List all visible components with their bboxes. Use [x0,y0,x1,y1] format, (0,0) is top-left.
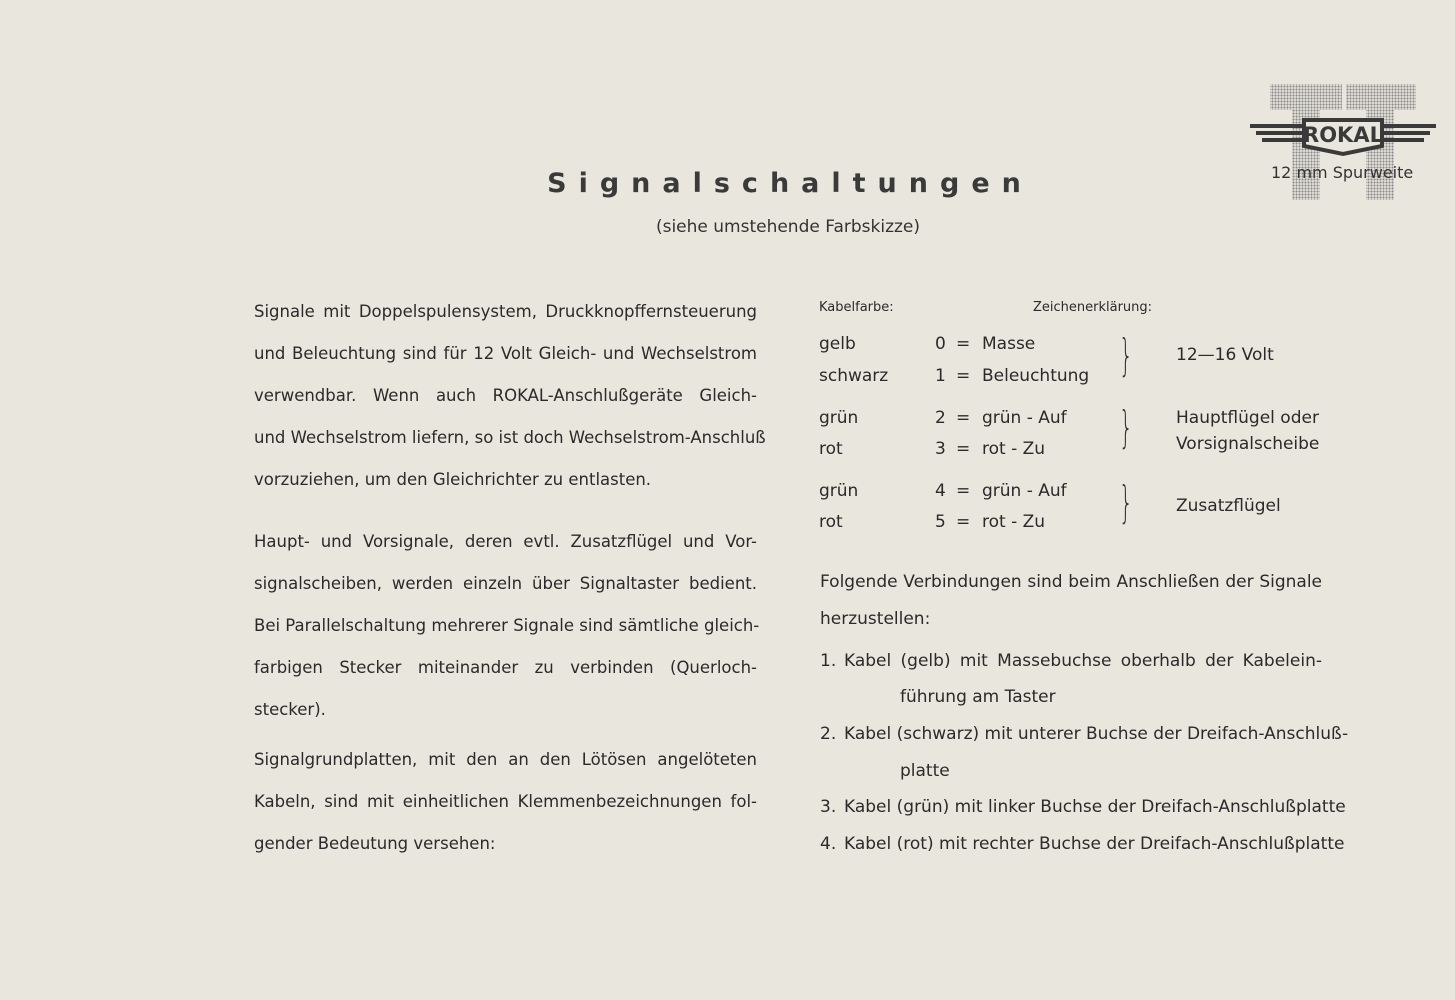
text-line: Signale mit Doppelspulensystem, Druckknopffernsteuerung [254,302,757,321]
cable-color: rot [819,439,843,459]
text-line: verwendbar. Wenn auch ROKAL-Anschlußgeräte Gleich- [254,386,757,405]
cable-color: grün [819,408,859,428]
connection-text: Kabel (schwarz) mit unterer Buchse der Dreifach-Anschluß- [844,724,1349,744]
logo-tagline: 12 mm Spurweite [1271,163,1414,182]
legend-header-meaning: Zeichenerklärung: [1033,300,1153,315]
terminal-number: 0 [935,334,946,354]
text-line: farbigen Stecker miteinander zu verbinden (Querloch- [254,658,757,677]
paragraph-intro [254,299,766,509]
text-line: vorzuziehen, um den Gleichrichter zu entlasten. [254,470,652,489]
terminal-meaning: Beleuchtung [982,366,1090,386]
right-brace: } [1119,402,1133,453]
paragraph-baseplates [254,747,757,873]
terminal-meaning: grün - Auf [982,408,1067,428]
right-brace: } [1119,477,1133,528]
equals-sign: = [956,481,971,501]
equals-sign: = [956,512,971,532]
group-note: Zusatzflügel [1176,496,1281,516]
connection-text: führung am Taster [900,687,1056,707]
equals-sign: = [956,439,971,459]
group-note: Hauptflügel oder [1176,408,1319,428]
equals-sign: = [956,334,971,354]
connections-intro-line: herzustellen: [820,609,931,629]
connection-number: 3. [820,797,837,817]
terminal-number: 1 [935,366,946,386]
page-subtitle: (siehe umstehende Farbskizze) [655,217,921,237]
terminal-number: 5 [935,512,946,532]
cable-color: schwarz [819,366,889,386]
cable-color: gelb [819,334,856,354]
equals-sign: = [956,366,971,386]
text-line: Kabeln, sind mit einheitlichen Klemmenbezeichnungen fol- [254,792,757,811]
text-line: Bei Parallelschaltung mehrerer Signale sind sämtliche gleich- [254,616,760,635]
connection-text: platte [900,761,950,781]
group-note: 12—16 Volt [1176,345,1274,365]
text-line: gender Bedeutung versehen: [254,834,496,853]
terminal-number: 2 [935,408,946,428]
connections-intro-line: Folgende Verbindungen sind beim Anschließen der Signale [820,572,1322,592]
terminal-number: 3 [935,439,946,459]
text-line: Haupt- und Vorsignale, deren evtl. Zusatzflügel und Vor- [254,532,757,551]
paragraph-operation [254,529,760,739]
cable-color: grün [819,481,859,501]
terminal-meaning: rot - Zu [982,439,1046,459]
text-line: und Beleuchtung sind für 12 Volt Gleich- und Wechselstrom [254,344,757,363]
terminal-number: 4 [935,481,946,501]
page-title: Signalschaltungen [547,168,1033,199]
connection-number: 4. [820,834,837,854]
text-line: stecker). [254,700,326,719]
terminal-meaning: grün - Auf [982,481,1067,501]
equals-sign: = [956,408,971,428]
connection-text: Kabel (grün) mit linker Buchse der Dreifach-Anschlußplatte [844,797,1346,817]
right-brace: } [1119,330,1133,381]
terminal-meaning: Masse [982,334,1036,354]
text-line: und Wechselstrom liefern, so ist doch Wechselstrom-Anschluß [254,428,766,447]
text-line: signalscheiben, werden einzeln über Signaltaster bedient. [254,574,757,593]
connection-number: 2. [820,724,837,744]
connection-text: Kabel (rot) mit rechter Buchse der Dreifach-Anschlußplatte [844,834,1345,854]
legend-header-color: Kabelfarbe: [819,300,894,315]
connection-text: Kabel (gelb) mit Massebuchse oberhalb der Kabelein- [844,651,1322,671]
group-note: Vorsignalscheibe [1176,434,1320,454]
connection-number: 1. [820,651,837,671]
cable-color: rot [819,512,843,532]
terminal-meaning: rot - Zu [982,512,1046,532]
left-column [254,299,766,873]
logo-brand-text: ROKAL [1303,123,1383,147]
text-line: Signalgrundplatten, mit den an den Lötösen angelöteten [254,750,757,769]
